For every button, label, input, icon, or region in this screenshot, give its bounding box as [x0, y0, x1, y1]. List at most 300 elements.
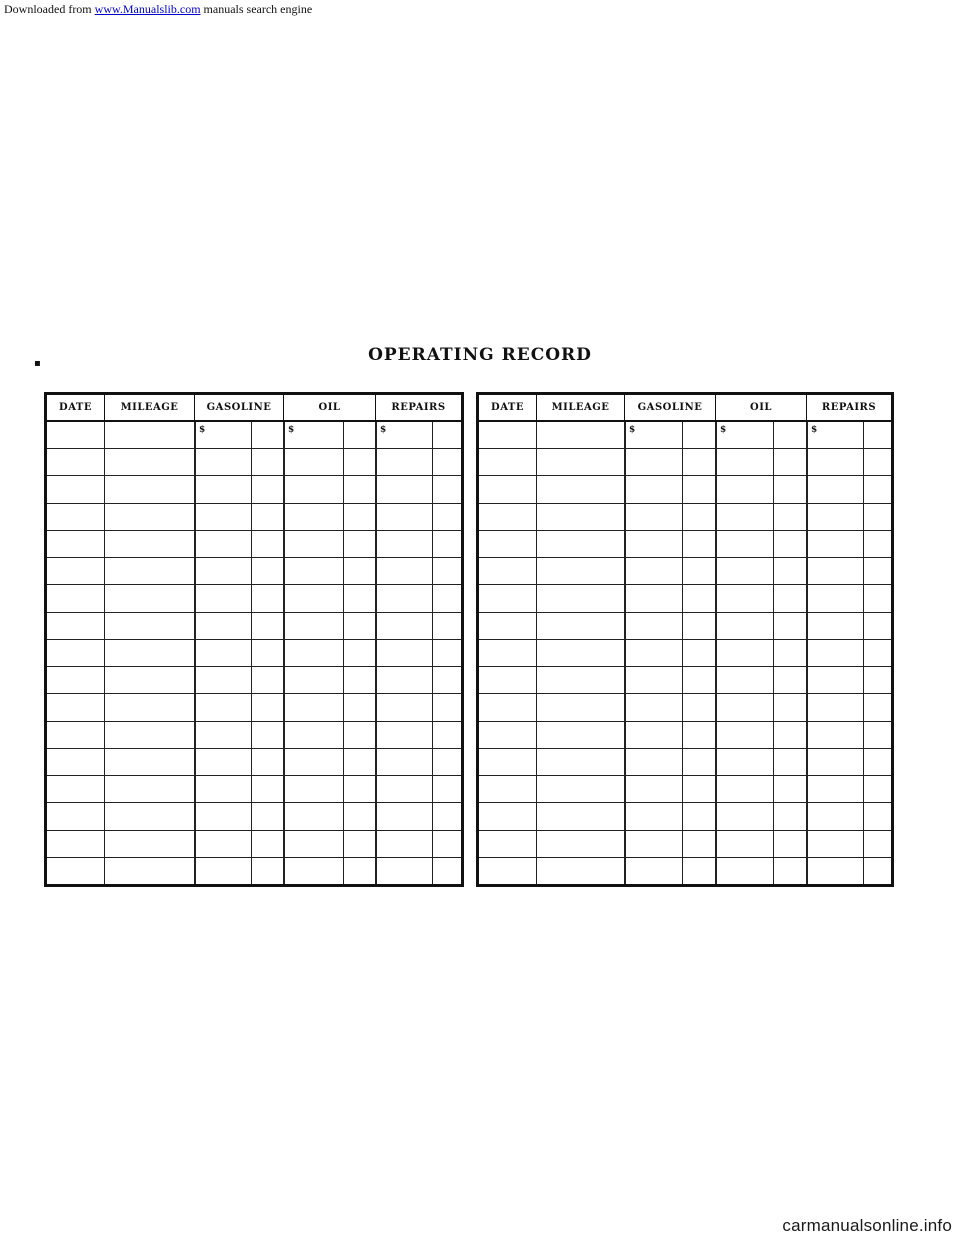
entry-cell[interactable]: [773, 613, 806, 639]
table-row: [479, 776, 891, 803]
entry-cell[interactable]: [283, 640, 343, 666]
entry-cell[interactable]: [624, 422, 682, 448]
entry-cell[interactable]: [283, 476, 343, 502]
entry-cell[interactable]: [536, 667, 624, 693]
entry-cell[interactable]: [283, 667, 343, 693]
entry-cell[interactable]: [715, 531, 773, 557]
entry-cell[interactable]: [479, 640, 536, 666]
entry-cell[interactable]: [375, 694, 432, 720]
entry-cell[interactable]: [283, 831, 343, 857]
entry-cell[interactable]: [343, 667, 375, 693]
entry-cell[interactable]: [283, 776, 343, 802]
entry-cell[interactable]: [194, 831, 251, 857]
entry-cell[interactable]: [375, 858, 432, 884]
entry-cell[interactable]: [194, 422, 251, 448]
table-row: [47, 531, 461, 558]
entry-cell[interactable]: [47, 558, 104, 584]
entry-cell[interactable]: [432, 613, 461, 639]
entry-cell[interactable]: [715, 803, 773, 829]
entry-cell[interactable]: [624, 531, 682, 557]
entry-cell[interactable]: [479, 531, 536, 557]
entry-cell[interactable]: [251, 803, 283, 829]
entry-cell[interactable]: [624, 558, 682, 584]
entry-cell[interactable]: [47, 504, 104, 530]
entry-cell[interactable]: [624, 613, 682, 639]
entry-cell[interactable]: [715, 722, 773, 748]
entry-cell[interactable]: [536, 749, 624, 775]
entry-cell[interactable]: [624, 776, 682, 802]
entry-cell[interactable]: [536, 613, 624, 639]
entry-cell[interactable]: [194, 722, 251, 748]
column-header-oil: OIL: [283, 395, 375, 420]
entry-cell[interactable]: [251, 613, 283, 639]
operating-record-table-right: [476, 392, 894, 887]
entry-cell[interactable]: [682, 667, 715, 693]
entry-cell[interactable]: [343, 831, 375, 857]
entry-cell[interactable]: [715, 449, 773, 475]
entry-cell[interactable]: [863, 585, 891, 611]
entry-cell[interactable]: [479, 449, 536, 475]
entry-cell[interactable]: [806, 558, 863, 584]
entry-cell[interactable]: [47, 449, 104, 475]
entry-cell[interactable]: [375, 776, 432, 802]
entry-cell[interactable]: [773, 803, 806, 829]
entry-cell[interactable]: [863, 476, 891, 502]
table-row: [47, 422, 461, 449]
entry-cell[interactable]: [104, 613, 194, 639]
entry-cell[interactable]: [104, 803, 194, 829]
entry-cell[interactable]: [773, 476, 806, 502]
entry-cell[interactable]: [624, 722, 682, 748]
entry-cell[interactable]: [432, 504, 461, 530]
entry-cell[interactable]: [479, 722, 536, 748]
entry-cell[interactable]: [773, 776, 806, 802]
entry-cell[interactable]: [104, 531, 194, 557]
entry-cell[interactable]: [682, 694, 715, 720]
entry-cell[interactable]: [479, 476, 536, 502]
entry-cell[interactable]: [343, 504, 375, 530]
entry-cell[interactable]: [375, 504, 432, 530]
entry-cell[interactable]: [194, 776, 251, 802]
entry-cell[interactable]: [773, 640, 806, 666]
entry-cell[interactable]: [47, 694, 104, 720]
entry-cell[interactable]: [863, 449, 891, 475]
entry-cell[interactable]: [104, 776, 194, 802]
entry-cell[interactable]: [624, 694, 682, 720]
entry-cell[interactable]: [283, 504, 343, 530]
entry-cell[interactable]: [863, 831, 891, 857]
entry-cell[interactable]: [104, 858, 194, 884]
entry-cell[interactable]: [375, 422, 432, 448]
entry-cell[interactable]: [536, 803, 624, 829]
entry-cell[interactable]: [773, 531, 806, 557]
entry-cell[interactable]: [283, 722, 343, 748]
entry-cell[interactable]: [715, 476, 773, 502]
entry-cell[interactable]: [194, 667, 251, 693]
entry-cell[interactable]: [806, 831, 863, 857]
entry-cell[interactable]: [251, 422, 283, 448]
entry-cell[interactable]: [343, 422, 375, 448]
entry-cell[interactable]: [47, 803, 104, 829]
dollar-sign: $: [288, 425, 295, 435]
entry-cell[interactable]: [806, 667, 863, 693]
entry-cell[interactable]: [715, 558, 773, 584]
entry-cell[interactable]: [432, 667, 461, 693]
entry-cell[interactable]: [343, 613, 375, 639]
entry-cell[interactable]: [104, 722, 194, 748]
entry-cell[interactable]: [536, 449, 624, 475]
entry-cell[interactable]: [715, 831, 773, 857]
entry-cell[interactable]: [806, 858, 863, 884]
entry-cell[interactable]: [432, 640, 461, 666]
entry-cell[interactable]: [715, 640, 773, 666]
entry-cell[interactable]: [682, 449, 715, 475]
entry-cell[interactable]: [863, 667, 891, 693]
entry-cell[interactable]: [624, 831, 682, 857]
column-header-date: DATE: [59, 402, 92, 413]
entry-cell[interactable]: [375, 531, 432, 557]
entry-cell[interactable]: [47, 422, 104, 448]
entry-cell[interactable]: [536, 504, 624, 530]
entry-cell[interactable]: [806, 531, 863, 557]
entry-cell[interactable]: [432, 722, 461, 748]
entry-cell[interactable]: [682, 476, 715, 502]
entry-cell[interactable]: [104, 422, 194, 448]
entry-cell[interactable]: [806, 504, 863, 530]
entry-cell[interactable]: [194, 531, 251, 557]
entry-cell[interactable]: [104, 749, 194, 775]
entry-cell[interactable]: [104, 585, 194, 611]
entry-cell[interactable]: [47, 476, 104, 502]
entry-cell[interactable]: [682, 722, 715, 748]
entry-cell[interactable]: [47, 858, 104, 884]
entry-cell[interactable]: [343, 531, 375, 557]
entry-cell[interactable]: [251, 694, 283, 720]
entry-cell[interactable]: [624, 858, 682, 884]
entry-cell[interactable]: [682, 422, 715, 448]
entry-cell[interactable]: [863, 722, 891, 748]
entry-cell[interactable]: [806, 694, 863, 720]
entry-cell[interactable]: [624, 504, 682, 530]
entry-cell[interactable]: [479, 776, 536, 802]
entry-cell[interactable]: [283, 422, 343, 448]
entry-cell[interactable]: [863, 803, 891, 829]
entry-cell[interactable]: [251, 558, 283, 584]
entry-cell[interactable]: [343, 803, 375, 829]
entry-cell[interactable]: [624, 640, 682, 666]
entry-cell[interactable]: [479, 667, 536, 693]
entry-cell[interactable]: [375, 558, 432, 584]
entry-cell[interactable]: [479, 422, 536, 448]
entry-cell[interactable]: [194, 585, 251, 611]
entry-cell[interactable]: [773, 722, 806, 748]
entry-cell[interactable]: [343, 722, 375, 748]
entry-cell[interactable]: [194, 803, 251, 829]
table-row: [479, 667, 891, 694]
dollar-sign: $: [811, 425, 818, 435]
entry-cell[interactable]: [375, 613, 432, 639]
entry-cell[interactable]: [536, 831, 624, 857]
entry-cell[interactable]: [682, 831, 715, 857]
entry-cell[interactable]: [251, 749, 283, 775]
entry-cell[interactable]: [343, 585, 375, 611]
entry-cell[interactable]: [104, 558, 194, 584]
entry-cell[interactable]: [47, 749, 104, 775]
entry-cell[interactable]: [863, 776, 891, 802]
entry-cell[interactable]: [251, 667, 283, 693]
entry-cell[interactable]: [283, 858, 343, 884]
table-row: [47, 776, 461, 803]
entry-cell[interactable]: [624, 476, 682, 502]
entry-cell[interactable]: [104, 504, 194, 530]
entry-cell[interactable]: [375, 476, 432, 502]
entry-cell[interactable]: [806, 749, 863, 775]
table-row: [479, 831, 891, 858]
entry-cell[interactable]: [863, 858, 891, 884]
entry-cell[interactable]: [682, 749, 715, 775]
entry-cell[interactable]: [682, 803, 715, 829]
entry-cell[interactable]: [343, 558, 375, 584]
entry-cell[interactable]: [715, 858, 773, 884]
entry-cell[interactable]: [283, 449, 343, 475]
entry-cell[interactable]: [343, 640, 375, 666]
entry-cell[interactable]: [194, 858, 251, 884]
table-row: [479, 449, 891, 476]
entry-cell[interactable]: [773, 504, 806, 530]
entry-cell[interactable]: [104, 667, 194, 693]
table-row: [479, 422, 891, 449]
entry-cell[interactable]: [194, 640, 251, 666]
entry-cell[interactable]: [251, 476, 283, 502]
entry-cell[interactable]: [715, 667, 773, 693]
column-header-gasoline: GASOLINE: [194, 395, 283, 420]
entry-cell[interactable]: [194, 504, 251, 530]
entry-cell[interactable]: [715, 422, 773, 448]
header-row: [47, 395, 461, 422]
entry-cell[interactable]: [432, 558, 461, 584]
entry-cell[interactable]: [194, 694, 251, 720]
entry-cell[interactable]: [47, 640, 104, 666]
table-row: [479, 613, 891, 640]
entry-cell[interactable]: [479, 858, 536, 884]
manualslib-link[interactable]: www.Manualslib.com: [94, 2, 201, 16]
entry-cell[interactable]: [624, 585, 682, 611]
entry-cell[interactable]: [773, 449, 806, 475]
entry-cell[interactable]: [863, 558, 891, 584]
entry-cell[interactable]: [251, 776, 283, 802]
entry-cell[interactable]: [536, 640, 624, 666]
entry-cell[interactable]: [432, 858, 461, 884]
entry-cell[interactable]: [479, 749, 536, 775]
entry-cell[interactable]: [47, 831, 104, 857]
entry-cell[interactable]: [47, 722, 104, 748]
entry-cell[interactable]: [343, 858, 375, 884]
entry-cell[interactable]: [104, 449, 194, 475]
entry-cell[interactable]: [806, 722, 863, 748]
table-row: [479, 585, 891, 612]
entry-cell[interactable]: [375, 722, 432, 748]
entry-cell[interactable]: [194, 613, 251, 639]
entry-cell[interactable]: [863, 422, 891, 448]
entry-cell[interactable]: [715, 504, 773, 530]
entry-cell[interactable]: [194, 558, 251, 584]
entry-cell[interactable]: [251, 504, 283, 530]
entry-cell[interactable]: [283, 613, 343, 639]
entry-cell[interactable]: [863, 749, 891, 775]
entry-cell[interactable]: [806, 585, 863, 611]
entry-cell[interactable]: [47, 776, 104, 802]
entry-cell[interactable]: [343, 776, 375, 802]
entry-cell[interactable]: [283, 531, 343, 557]
entry-cell[interactable]: [479, 504, 536, 530]
entry-cell[interactable]: [536, 585, 624, 611]
entry-cell[interactable]: [283, 558, 343, 584]
entry-cell[interactable]: [343, 694, 375, 720]
entry-cell[interactable]: [863, 640, 891, 666]
entry-cell[interactable]: [479, 558, 536, 584]
entry-cell[interactable]: [773, 694, 806, 720]
entry-cell[interactable]: [375, 803, 432, 829]
table-row: [479, 749, 891, 776]
entry-cell[interactable]: [251, 831, 283, 857]
entry-cell[interactable]: [47, 531, 104, 557]
entry-cell[interactable]: [682, 776, 715, 802]
entry-cell[interactable]: [682, 640, 715, 666]
entry-cell[interactable]: [715, 585, 773, 611]
entry-cell[interactable]: [104, 831, 194, 857]
entry-cell[interactable]: [104, 694, 194, 720]
table-row: [47, 613, 461, 640]
entry-cell[interactable]: [682, 531, 715, 557]
table-row: [479, 694, 891, 721]
entry-cell[interactable]: [47, 667, 104, 693]
entry-cell[interactable]: [536, 858, 624, 884]
entry-cell[interactable]: [536, 422, 624, 448]
entry-cell[interactable]: [682, 858, 715, 884]
entry-cell[interactable]: [536, 722, 624, 748]
entry-cell[interactable]: [432, 831, 461, 857]
entry-cell[interactable]: [806, 640, 863, 666]
entry-cell[interactable]: [479, 803, 536, 829]
entry-cell[interactable]: [47, 613, 104, 639]
entry-cell[interactable]: [343, 449, 375, 475]
entry-cell[interactable]: [432, 422, 461, 448]
entry-cell[interactable]: [251, 449, 283, 475]
entry-cell[interactable]: [251, 858, 283, 884]
entry-cell[interactable]: [682, 558, 715, 584]
dollar-sign: $: [720, 425, 727, 435]
entry-cell[interactable]: [375, 749, 432, 775]
entry-cell[interactable]: [773, 422, 806, 448]
entry-cell[interactable]: [624, 667, 682, 693]
entry-cell[interactable]: [375, 585, 432, 611]
entry-cell[interactable]: [283, 749, 343, 775]
entry-cell[interactable]: [863, 504, 891, 530]
entry-cell[interactable]: [194, 476, 251, 502]
dollar-sign: $: [199, 425, 206, 435]
entry-cell[interactable]: [283, 694, 343, 720]
entry-cell[interactable]: [194, 749, 251, 775]
entry-cell[interactable]: [283, 803, 343, 829]
entry-cell[interactable]: [432, 803, 461, 829]
entry-cell[interactable]: [251, 531, 283, 557]
entry-cell[interactable]: [375, 831, 432, 857]
entry-cell[interactable]: [773, 558, 806, 584]
entry-cell[interactable]: [773, 831, 806, 857]
entry-cell[interactable]: [773, 585, 806, 611]
table-row: [479, 558, 891, 585]
entry-cell[interactable]: [251, 722, 283, 748]
entry-cell[interactable]: [432, 449, 461, 475]
entry-cell[interactable]: [682, 504, 715, 530]
entry-cell[interactable]: [432, 749, 461, 775]
entry-cell[interactable]: [806, 422, 863, 448]
dollar-sign: $: [629, 425, 636, 435]
entry-cell[interactable]: [479, 694, 536, 720]
entry-cell[interactable]: [104, 640, 194, 666]
entry-cell[interactable]: [682, 613, 715, 639]
entry-cell[interactable]: [536, 694, 624, 720]
entry-cell[interactable]: [773, 858, 806, 884]
entry-cell[interactable]: [479, 613, 536, 639]
entry-cell[interactable]: [432, 585, 461, 611]
table-row: [47, 504, 461, 531]
entry-cell[interactable]: [715, 694, 773, 720]
entry-cell[interactable]: [343, 476, 375, 502]
entry-cell[interactable]: [536, 476, 624, 502]
entry-cell[interactable]: [624, 803, 682, 829]
entry-cell[interactable]: [806, 776, 863, 802]
entry-cell[interactable]: [715, 776, 773, 802]
entry-cell[interactable]: [432, 531, 461, 557]
entry-cell[interactable]: [715, 749, 773, 775]
entry-cell[interactable]: [624, 449, 682, 475]
entry-cell[interactable]: [375, 667, 432, 693]
table-row: [479, 858, 891, 884]
entry-cell[interactable]: [104, 476, 194, 502]
entry-cell[interactable]: [536, 558, 624, 584]
entry-cell[interactable]: [624, 749, 682, 775]
entry-cell[interactable]: [536, 531, 624, 557]
entry-cell[interactable]: [432, 776, 461, 802]
entry-cell[interactable]: [806, 613, 863, 639]
entry-cell[interactable]: [479, 831, 536, 857]
entry-cell[interactable]: [863, 531, 891, 557]
entry-cell[interactable]: [863, 613, 891, 639]
entry-cell[interactable]: [536, 776, 624, 802]
entry-cell[interactable]: [375, 449, 432, 475]
entry-cell[interactable]: [375, 640, 432, 666]
entry-cell[interactable]: [283, 585, 343, 611]
entry-cell[interactable]: [682, 585, 715, 611]
entry-cell[interactable]: [432, 694, 461, 720]
entry-cell[interactable]: [806, 476, 863, 502]
entry-cell[interactable]: [479, 585, 536, 611]
entry-cell[interactable]: [863, 694, 891, 720]
entry-cell[interactable]: [773, 667, 806, 693]
entry-cell[interactable]: [343, 749, 375, 775]
entry-cell[interactable]: [806, 803, 863, 829]
entry-cell[interactable]: [251, 640, 283, 666]
entry-cell[interactable]: [47, 585, 104, 611]
entry-cell[interactable]: [806, 449, 863, 475]
entry-cell[interactable]: [251, 585, 283, 611]
entry-cell[interactable]: [773, 749, 806, 775]
entry-cell[interactable]: [194, 449, 251, 475]
entry-cell[interactable]: [715, 613, 773, 639]
entry-cell[interactable]: [432, 476, 461, 502]
dollar-sign: $: [380, 425, 387, 435]
